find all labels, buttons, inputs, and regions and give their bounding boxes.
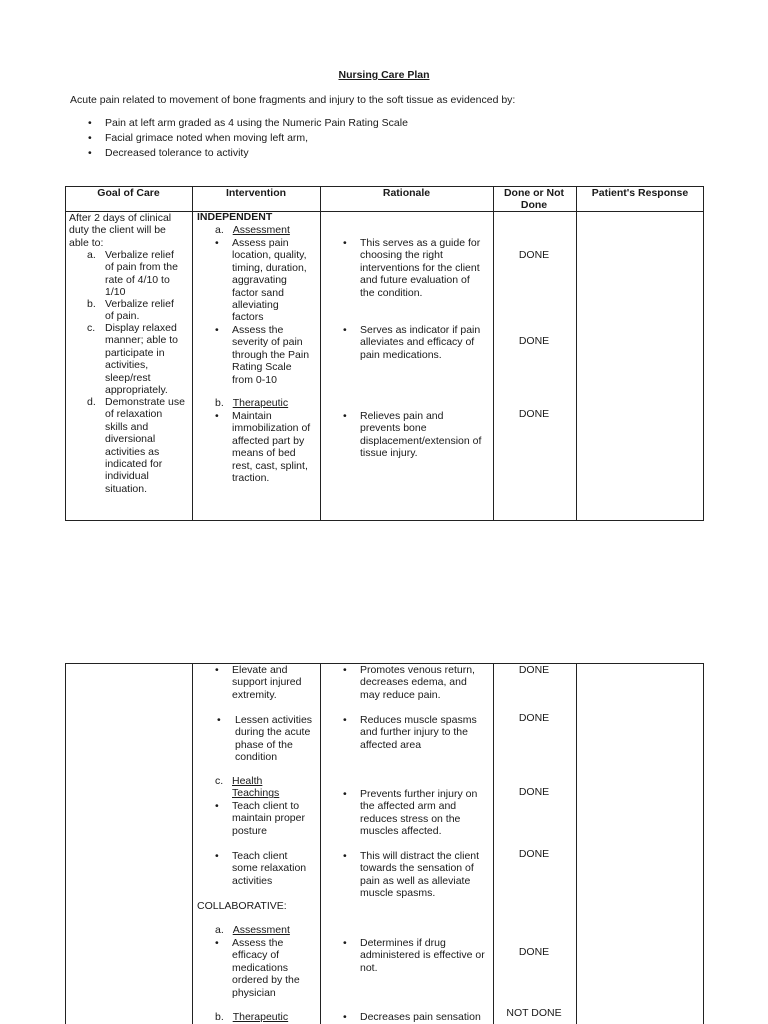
status-badge: DONE <box>518 848 550 860</box>
section-collab-assessment: a. Assessment <box>215 924 290 936</box>
table-border <box>65 520 704 521</box>
table-border <box>192 663 193 1024</box>
bullet-icon: • <box>343 714 347 726</box>
table-border <box>576 186 577 521</box>
status-badge: DONE <box>518 786 550 798</box>
section-therapeutic: b. Therapeutic <box>215 397 289 409</box>
evidence-list <box>88 117 408 162</box>
status-badge: DONE <box>518 249 550 261</box>
status-badge: DONE <box>518 946 550 958</box>
table-border <box>703 186 704 521</box>
collaborative-label: COLLABORATIVE: <box>197 900 287 912</box>
bullet-icon: • <box>343 410 347 422</box>
section-assessment: a. Assessment <box>215 224 290 236</box>
table-border <box>65 663 66 1024</box>
bullet-icon: • <box>343 937 347 949</box>
bullet-icon: • <box>88 147 92 159</box>
bullet-icon: • <box>215 850 219 862</box>
goal-item-d: d. Demonstrate use of relaxation skills and diversional activities as indicated for individual situation. <box>87 396 185 495</box>
bullet-icon: • <box>215 800 219 812</box>
table-border <box>65 186 66 521</box>
status-badge: DONE <box>518 335 550 347</box>
bullet-icon: • <box>343 1011 347 1023</box>
goal-item-a: a. Verbalize relief of pain from the rate of 4/10 to 1/10 <box>87 249 178 299</box>
goal-intro: After 2 days of clinical duty the client will be able to: <box>69 212 172 249</box>
bullet-icon: • <box>215 410 219 422</box>
table-border <box>576 663 577 1024</box>
status-badge: DONE <box>518 712 550 724</box>
independent-label: INDEPENDENT <box>197 211 273 223</box>
bullet-icon: • <box>215 324 219 336</box>
bullet-icon: • <box>217 714 221 726</box>
goal-item-c: c. Display relaxed manner; able to participate in activities, sleep/rest appropriately. <box>87 322 178 397</box>
bullet-icon: • <box>343 324 347 336</box>
nursing-diagnosis: Acute pain related to movement of bone fragments and injury to the soft tissue as evidenced by: <box>70 94 516 106</box>
bullet-icon: • <box>343 788 347 800</box>
bullet-icon: • <box>215 937 219 949</box>
bullet-icon: • <box>343 664 347 676</box>
bullet-icon: • <box>343 850 347 862</box>
list-item: • Pain at left arm graded as 4 using the Numeric Pain Rating Scale <box>88 117 408 129</box>
table-border <box>703 663 704 1024</box>
goal-item-b: b. Verbalize relief of pain. <box>87 298 174 323</box>
header-goal: Goal of Care <box>97 187 160 199</box>
header-rationale: Rationale <box>382 187 431 199</box>
section-collab-therapeutic: b. Therapeutic <box>215 1011 289 1023</box>
bullet-icon: • <box>343 237 347 249</box>
list-item: • Decreased tolerance to activity <box>88 147 249 159</box>
status-badge: NOT DONE <box>506 1007 562 1019</box>
section-health-teachings: c. Health Teachings <box>215 775 280 800</box>
header-response: Patient's Response <box>591 187 689 199</box>
header-done: Done or Not Done <box>503 187 565 212</box>
table-border <box>192 186 193 521</box>
bullet-icon: • <box>88 132 92 144</box>
list-item: • Facial grimace noted when moving left arm, <box>88 132 309 144</box>
status-badge: DONE <box>518 664 550 676</box>
bullet-icon: • <box>215 664 219 676</box>
page-title: Nursing Care Plan <box>338 69 430 81</box>
bullet-icon: • <box>88 117 92 129</box>
bullet-icon: • <box>215 237 219 249</box>
status-badge: DONE <box>518 408 550 420</box>
header-intervention: Intervention <box>225 187 287 199</box>
